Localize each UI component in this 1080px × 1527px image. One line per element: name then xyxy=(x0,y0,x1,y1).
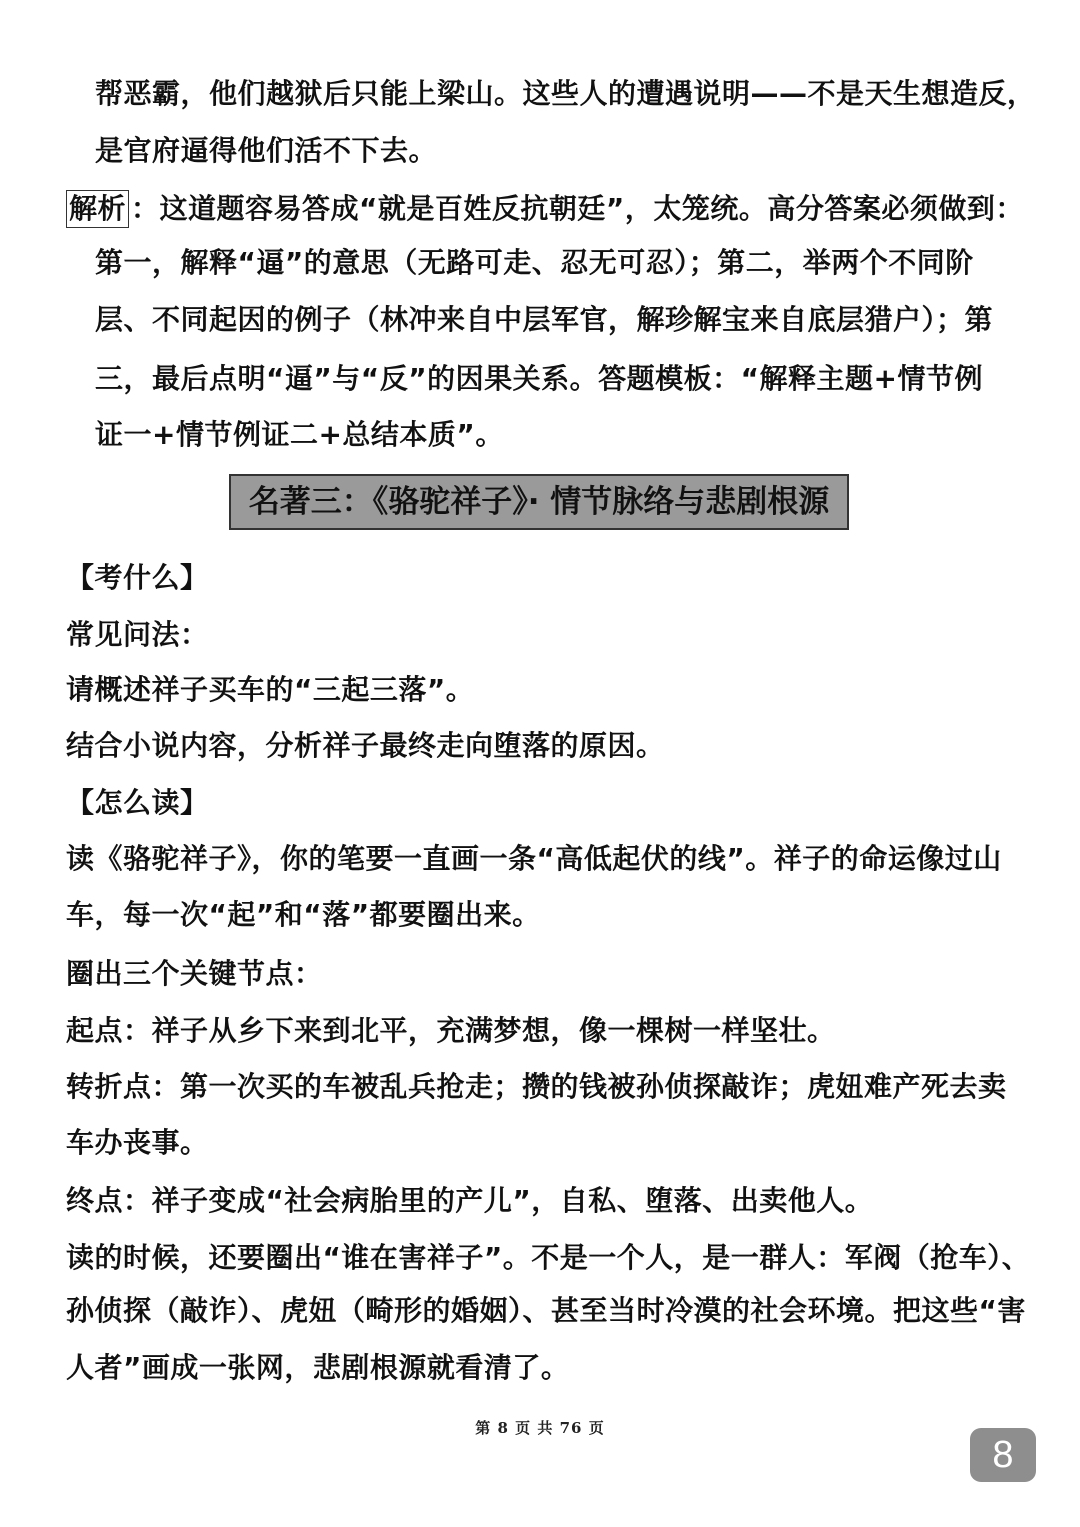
read-paragraph-1-line-2: 车，每一次“起”和“落”都要圈出来。 xyxy=(66,898,541,931)
question-2: 结合小说内容，分析祥子最终走向堕落的原因。 xyxy=(66,729,665,762)
read-paragraph-2-line-1: 读的时候，还要圈出“谁在害祥子”。不是一个人，是一群人：军阀（抢车）、 xyxy=(66,1241,1031,1274)
analysis-line-4: 三，最后点明“逼”与“反”的因果关系。答题模板：“解释主题+情节例 xyxy=(95,362,983,395)
common-questions-label: 常见问法： xyxy=(66,618,209,651)
read-paragraph-2-line-2: 孙侦探（敲诈）、虎妞（畸形的婚姻）、甚至当时冷漠的社会环境。把这些“害 xyxy=(66,1294,1026,1327)
how-to-read-heading: 【怎么读】 xyxy=(66,786,209,819)
continuation-line-1: 帮恶霸，他们越狱后只能上梁山。这些人的遭遇说明——不是天生想造反， xyxy=(95,77,1036,110)
analysis-line-5: 证一+情节例证二+总结本质”。 xyxy=(95,418,504,451)
analysis-text-1: ：这道题容易答成“就是百姓反抗朝廷”，太笼统。高分答案必须做到： xyxy=(131,192,1024,225)
read-paragraph-2-line-3: 人者”画成一张网，悲剧根源就看清了。 xyxy=(66,1351,570,1384)
section-title: 名著三：《骆驼祥子》· 情节脉络与悲剧根源 xyxy=(229,474,849,530)
turning-point-line-1: 转折点：第一次买的车被乱兵抢走；攒的钱被孙侦探敲诈；虎妞难产死去卖 xyxy=(66,1070,1007,1103)
analysis-tag: 解析 xyxy=(66,190,129,228)
what-to-test-heading: 【考什么】 xyxy=(66,561,209,594)
analysis-line-2: 第一，解释“逼”的意思（无路可走、忍无可忍）；第二，举两个不同阶 xyxy=(95,246,974,279)
key-nodes-label: 圈出三个关键节点： xyxy=(66,957,323,990)
question-1: 请概述祥子买车的“三起三落”。 xyxy=(66,673,475,706)
end-point: 终点：祥子变成“社会病胎里的产儿”，自私、堕落、出卖他人。 xyxy=(66,1184,874,1217)
turning-point-line-2: 车办丧事。 xyxy=(66,1126,209,1159)
start-point: 起点：祥子从乡下来到北平，充满梦想，像一棵树一样坚壮。 xyxy=(66,1014,836,1047)
analysis-line-3: 层、不同起因的例子（林冲来自中层军官，解珍解宝来自底层猎户）；第 xyxy=(95,303,994,336)
analysis-line-1 xyxy=(66,190,1024,228)
page-footer: 第 8 页 共 76 页 xyxy=(475,1419,605,1437)
read-paragraph-1-line-1: 读《骆驼祥子》，你的笔要一直画一条“高低起伏的线”。祥子的命运像过山 xyxy=(66,842,1002,875)
continuation-line-2: 是官府逼得他们活不下去。 xyxy=(95,134,438,167)
page-number-badge: 8 xyxy=(970,1428,1036,1482)
